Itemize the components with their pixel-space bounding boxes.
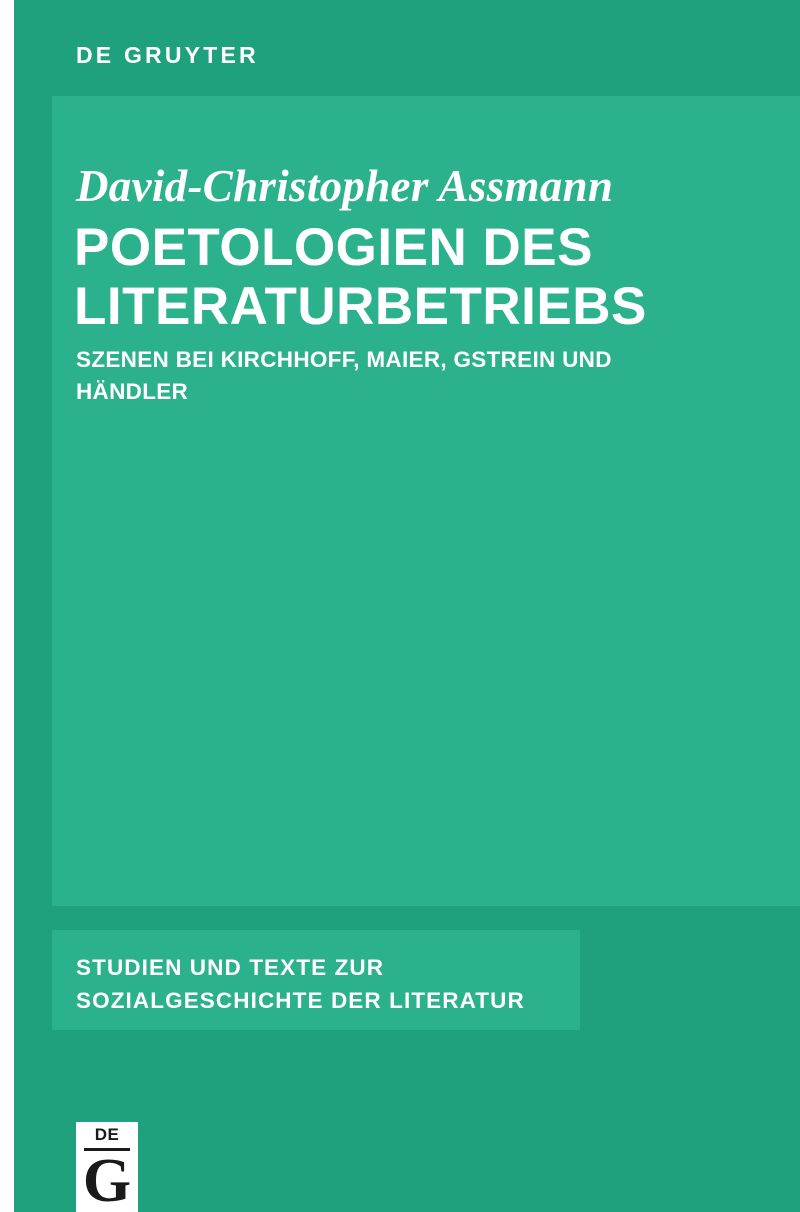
publisher-wordmark: DE GRUYTER (76, 42, 259, 68)
page-title: POETOLOGIEN DES LITERATURBETRIEBS (74, 218, 647, 337)
logo-g-text: G (82, 1147, 132, 1212)
de-gruyter-logo-icon (76, 1122, 138, 1212)
series-title: STUDIEN UND TEXTE ZUR SOZIALGESCHICHTE DER LITERATUR (76, 955, 525, 1013)
logo-de-text: DE (94, 1125, 120, 1144)
subtitle: SZENEN BEI KIRCHHOFF, MAIER, GSTREIN UND HÄNDLER (76, 347, 612, 404)
author-name: David-Christopher Assmann (76, 161, 614, 211)
spine-stripe (0, 0, 14, 1212)
